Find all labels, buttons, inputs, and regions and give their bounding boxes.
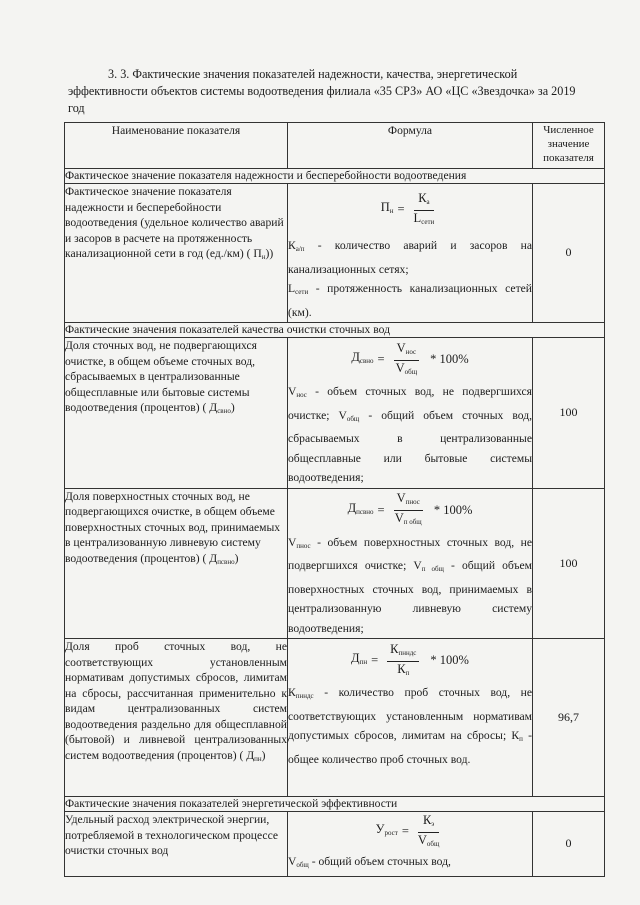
table-header-row [65,123,605,169]
indicator-formula [288,812,533,877]
formula-description: $К_{а/п}$ - количество аварий и засоров на канализационных сетях; $L_{сети}$ - протяженность канализационных сетей (км). [288,239,532,319]
indicator-name: Фактическое значение показателя надежности и бесперебойности водоотведения (удельное количество аварий и засоров в расчете на протяженность канализационной сети в год (ед./км) ( $П_н$)) [65,184,288,323]
document-title: 3. 3. Фактические значения показателей надежности, качества, энергетической эффективности объектов системы водоотведения филиала «35 СРЗ» АО «ЦС «Звездочка» за 2019 год [68,67,576,115]
indicator-formula [288,488,533,639]
table-row [65,184,605,323]
indicator-value: 96,7 [533,639,605,797]
indicator-name: Удельный расход электрической энергии, потребляемой в технологическом процессе очистки сточных вод [65,812,288,877]
indicator-value: 100 [533,488,605,639]
table-row [65,338,605,489]
formula: $У_{рост}$ = $\frac{К_э}{V_{общ}}$ [375,812,440,848]
indicator-value: 100 [533,338,605,489]
indicators-table [64,122,605,877]
indicator-name: Доля проб сточных вод, не соответствующих установленным нормативам допустимых сбросов, лимитам на сбросы, рассчитанная применительно к видам централизованных систем водоотведения раздельно для общесплавной (бытовой) и ливневой централизованных систем водоотведения (процентов) ( $Д_{пн}$) [65,639,288,797]
table-row [65,812,605,877]
table-row [65,639,605,797]
formula: $П_н$ = $\frac{К_а}{L_{сети}}$ [380,190,435,226]
formula-description: $V_{нос}$ - объем сточных вод, не подвергшихся очистке; $V_{общ}$ - общий объем сточных вод, сбрасываемых в централизованные общесплавные или бытовые системы водоотведения; [288,385,533,484]
header-name: Наименование показателя [65,123,288,169]
formula-description: $V_{пнос}$ - объем поверхностных сточных вод, не подвергшихся очистке; $V_{п общ}$ - общий объем поверхностных сточных вод, принимаемых в централизованную ливневую систему водоотведения; [288,535,533,635]
formula-description: $К_{пнндс}$ - количество проб сточных вод, не соответствующих установленным нормативам допустимых сбросов, лимитам на сбросы; $К_п$ - общее количество проб сточных вод. [288,686,532,766]
formula: $Д_{свно}$ = $\frac{V_{нос}}{V_{общ}}$ * 100% [351,340,469,376]
indicator-value: 0 [533,184,605,323]
formula: $Д_{пн}$ = $\frac{К_{пнндс}}{К_п}$ * 100% [351,641,469,677]
section-energy: Фактические значения показателей энергетической эффективности [65,797,605,812]
formula-description: $V_{общ}$ - общий объем сточных вод, [288,855,451,869]
section-reliability: Фактическое значение показателя надежности и бесперебойности водоотведения [65,169,605,184]
indicator-formula [288,639,533,797]
indicator-formula [288,184,533,323]
header-formula: Формула [288,123,533,169]
indicator-name: Доля сточных вод, не подвергающихся очистке, в общем объеме сточных вод, сбрасываемых в централизованные общесплавные или бытовые системы водоотведения (процентов) ( $Д_{свно}$) [65,338,288,489]
table-row [65,488,605,639]
indicator-formula [288,338,533,489]
formula: $Д_{псвно}$ = $\frac{V_{пнос}}{V_{п общ}}$ * 100% [347,491,473,526]
indicator-name: Доля поверхностных сточных вод, не подвергающихся очистке, в общем объеме поверхностных сточных вод, принимаемых в централизованную ливневую систему водоотведения (процентов) ( $Д_{псвно}$) [65,488,288,639]
indicator-value: 0 [533,812,605,877]
section-quality: Фактические значения показателей качества очистки сточных вод [65,323,605,338]
header-value: Численное значение показателя [533,123,605,169]
